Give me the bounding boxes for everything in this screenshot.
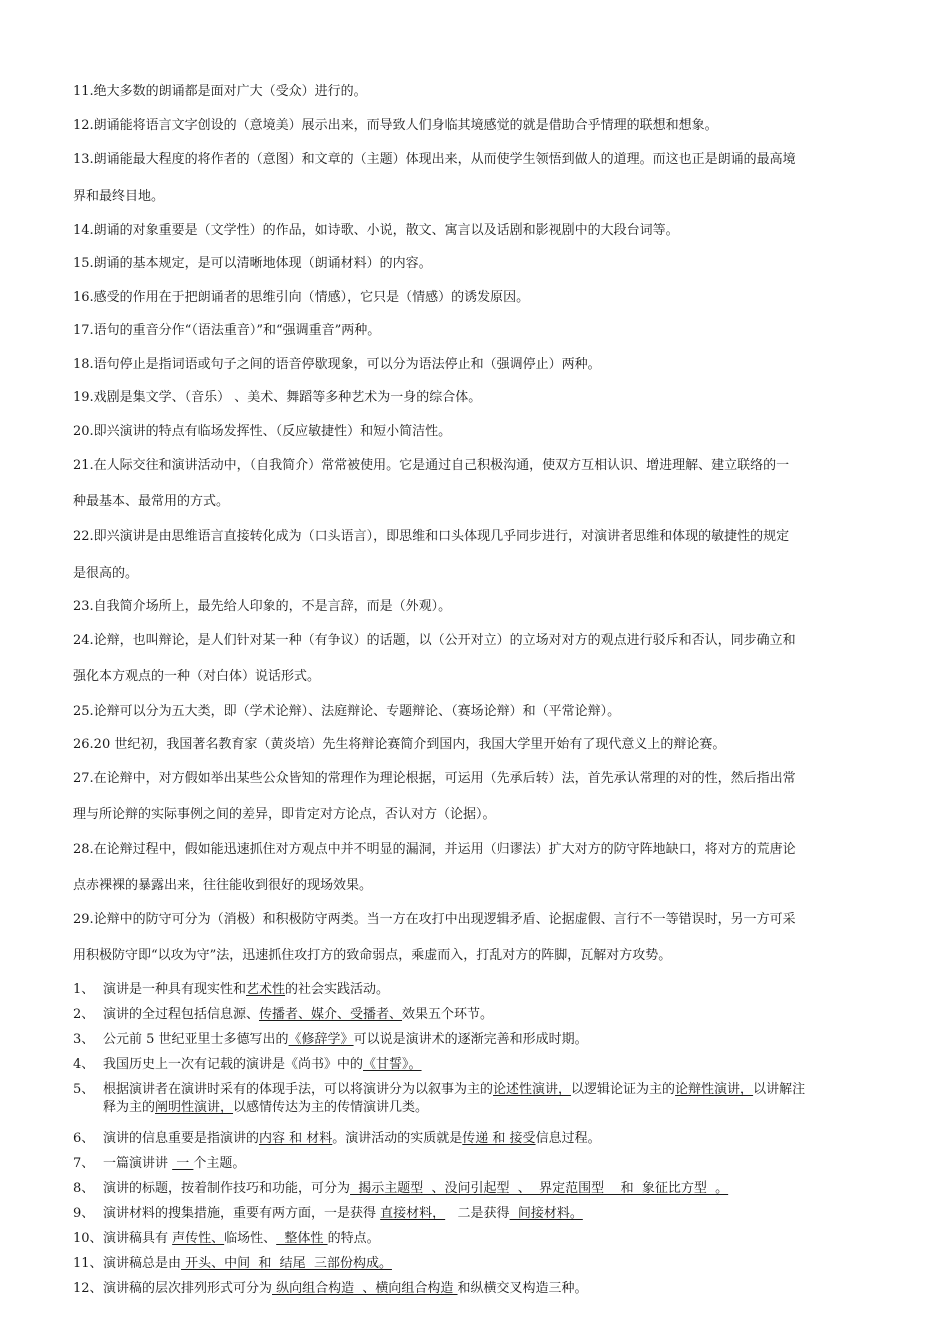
answer-underlined: 传递 和 接受 xyxy=(462,1131,536,1146)
answer-underlined: 开头、中间 和 结尾 三部份构成。 xyxy=(181,1256,392,1271)
list-text: 二是获得 xyxy=(445,1206,510,1221)
paragraph-text: 23.自我简介场所上，最先给人印象的，不是言辞，而是（外观）。 xyxy=(73,599,452,614)
paragraph-text: 界和最终目地。 xyxy=(73,189,165,204)
answer-underlined: 声传性、 xyxy=(172,1231,225,1246)
paragraph-20 xyxy=(73,423,878,441)
paragraph-text: 28.在论辩过程中，假如能迅速抓住对方观点中并不明显的漏洞，并运用（归谬法）扩大对方的防守阵地缺口，将对方的荒唐论 xyxy=(73,842,796,857)
paragraph-28-cont xyxy=(73,877,878,895)
paragraph-12 xyxy=(73,117,878,135)
list-text: 演讲的标题，按着制作技巧和功能，可分为 xyxy=(103,1181,351,1196)
paragraph-text: 种最基本、最常用的方式。 xyxy=(73,494,230,509)
list-text: 演讲稿的层次排列形式可分为 xyxy=(103,1281,273,1296)
paragraph-27 xyxy=(73,770,878,788)
list-item-9 xyxy=(73,1205,883,1223)
list-number: 12、 xyxy=(73,1281,103,1296)
answer-underlined: 揭示主题型 、没问引起型 、 界定范围型 和 象征比方型 。 xyxy=(350,1181,729,1196)
list-item-8 xyxy=(73,1180,883,1198)
paragraph-text: 21.在人际交往和演讲活动中，（自我简介）常常被使用。它是通过自己积极沟通，使双方互相认识、增进理解、建立联络的一 xyxy=(73,458,790,473)
list-item-11 xyxy=(73,1255,883,1273)
list-text: 个主题。 xyxy=(193,1156,246,1171)
list-item-2 xyxy=(73,1006,883,1024)
list-text: 信息过程。 xyxy=(535,1131,601,1146)
list-item-5-cont xyxy=(73,1099,883,1117)
list-text: 演讲稿总是由 xyxy=(103,1256,182,1271)
list-item-4 xyxy=(73,1056,883,1074)
list-number: 6、 xyxy=(73,1131,95,1146)
answer-underlined: 阐明性演讲， xyxy=(155,1100,234,1115)
list-text: 演讲的信息重要是指演讲的 xyxy=(103,1131,260,1146)
paragraph-text: 用积极防守即“以攻为守”法，迅速抓住攻打方的致命弱点，乘虚而入，打乱对方的阵脚，瓦解对方攻势。 xyxy=(73,948,672,963)
list-text: 公元前 5 世纪亚里士多德写出的 xyxy=(103,1032,289,1047)
paragraph-text: 点赤裸裸的暴露出来，往往能收到很好的现场效果。 xyxy=(73,878,373,893)
list-text: 可以说是演讲术的逐渐完善和形成时期。 xyxy=(353,1032,588,1047)
paragraph-21-cont xyxy=(73,493,878,511)
paragraph-text: 17.语句的重音分作“（语法重音）”和“强调重音”两种。 xyxy=(73,323,381,338)
list-number: 5、 xyxy=(73,1082,95,1097)
paragraph-text: 18.语句停止是指词语或句子之间的语音停歇现象，可以分为语法停止和（强调停止）两种。 xyxy=(73,357,601,372)
paragraph-16 xyxy=(73,289,878,307)
list-text: 。演讲活动的实质就是 xyxy=(332,1131,463,1146)
list-item-5 xyxy=(73,1081,883,1117)
list-text: 效果五个环节。 xyxy=(402,1007,494,1022)
list-text: 临场性、 xyxy=(224,1231,277,1246)
answer-underlined: 艺术性 xyxy=(246,982,286,997)
answer-underlined: 纵向组合构造 、横向组合构造 xyxy=(272,1281,458,1296)
answer-underlined: 传播者、媒介、受播者、 xyxy=(259,1007,403,1022)
list-item-1 xyxy=(73,981,883,999)
paragraph-text: 15.朗诵的基本规定，是可以清晰地体现（朗诵材料）的内容。 xyxy=(73,256,432,271)
list-number: 8、 xyxy=(73,1181,95,1196)
answer-underlined: 内容 和 材料 xyxy=(259,1131,333,1146)
list-number: 7、 xyxy=(73,1156,95,1171)
paragraph-25 xyxy=(73,703,878,721)
list-number: 10、 xyxy=(73,1231,103,1246)
list-text: 以逻辑论证为主的 xyxy=(571,1082,676,1097)
list-text: 和纵横交叉构造三种。 xyxy=(457,1281,588,1296)
list-text: 演讲是一种具有现实性和 xyxy=(103,982,247,997)
list-number: 9、 xyxy=(73,1206,95,1221)
list-item-7 xyxy=(73,1155,883,1173)
list-text: 的社会实践活动。 xyxy=(285,982,390,997)
list-text: 以讲解注 xyxy=(753,1082,806,1097)
paragraph-24-cont xyxy=(73,668,878,686)
paragraph-14 xyxy=(73,222,878,240)
list-text: 演讲稿具有 xyxy=(103,1231,173,1246)
paragraph-21 xyxy=(73,457,878,475)
answer-underlined: 一 xyxy=(172,1156,194,1171)
paragraph-26 xyxy=(73,736,878,754)
list-item-10 xyxy=(73,1230,883,1248)
paragraph-text: 理与所论辩的实际事例之间的差异，即肯定对方论点，否认对方（论据）。 xyxy=(73,807,496,822)
paragraph-28 xyxy=(73,841,878,859)
paragraph-text: 11.绝大多数的朗诵都是面对广大（受众）进行的。 xyxy=(73,84,367,99)
paragraph-text: 13.朗诵能最大程度的将作者的（意图）和文章的（主题）体现出来，从而使学生领悟到做人的道理。而这也正是朗诵的最高境 xyxy=(73,152,796,167)
paragraph-24 xyxy=(73,632,878,650)
list-number: 1、 xyxy=(73,982,95,997)
paragraph-text: 24.论辩，也叫辩论，是人们针对某一种（有争议）的话题，以（公开对立）的立场对对方的观点进行驳斥和否认，同步确立和 xyxy=(73,633,796,648)
list-item-12 xyxy=(73,1280,883,1298)
paragraph-text: 12.朗诵能将语言文字创设的（意境美）展示出来，而导致人们身临其境感觉的就是借助合乎情理的联想和想象。 xyxy=(73,118,718,133)
list-text: 演讲的全过程包括信息源、 xyxy=(103,1007,260,1022)
paragraph-text: 19.戏剧是集文学、（音乐） 、美术、舞蹈等多种艺术为一身的综合体。 xyxy=(73,390,482,405)
list-number: 2、 xyxy=(73,1007,95,1022)
paragraph-17 xyxy=(73,322,878,340)
answer-underlined: 《甘誓》。 xyxy=(363,1057,422,1072)
paragraph-text: 25.论辩可以分为五大类，即（学术论辩）、法庭辩论、专题辩论、（赛场论辩）和（平常论辩）。 xyxy=(73,704,621,719)
paragraph-text: 20.即兴演讲的特点有临场发挥性、（反应敏捷性）和短小简洁性。 xyxy=(73,424,452,439)
list-number: 3、 xyxy=(73,1032,95,1047)
paragraph-text: 16.感受的作用在于把朗诵者的思维引向（情感），它只是（情感）的诱发原因。 xyxy=(73,290,530,305)
list-text: 以感情传达为主的传情演讲几类。 xyxy=(233,1100,429,1115)
paragraph-13-cont xyxy=(73,188,878,206)
paragraph-13 xyxy=(73,151,878,169)
paragraph-27-cont xyxy=(73,806,878,824)
paragraph-19 xyxy=(73,389,878,407)
paragraph-11 xyxy=(73,83,878,101)
paragraph-29 xyxy=(73,911,878,929)
answer-underlined: 论辩性演讲， xyxy=(675,1082,754,1097)
answer-underlined: 直接材料， xyxy=(380,1206,446,1221)
answer-underlined: 整体性 xyxy=(276,1231,328,1246)
answer-underlined: 间接材料。 xyxy=(509,1206,583,1221)
list-item-6 xyxy=(73,1130,883,1148)
paragraph-text: 14.朗诵的对象重要是（文学性）的作品，如诗歌、小说，散文、寓言以及话剧和影视剧中的大段台词等。 xyxy=(73,223,679,238)
list-text: 一篇演讲讲 xyxy=(103,1156,173,1171)
list-text: 我国历史上一次有记载的演讲是《尚书》中的 xyxy=(103,1057,364,1072)
paragraph-23 xyxy=(73,598,878,616)
paragraph-18 xyxy=(73,356,878,374)
answer-underlined: 《修辞学》 xyxy=(288,1032,354,1047)
list-number: 11、 xyxy=(73,1256,103,1271)
list-text: 释为主的 xyxy=(103,1100,156,1115)
paragraph-22-cont xyxy=(73,565,878,583)
paragraph-29-cont xyxy=(73,947,878,965)
paragraph-15 xyxy=(73,255,878,273)
paragraph-text: 27.在论辩中，对方假如举出某些公众皆知的常理作为理论根据，可运用（先承后转）法，首先承认常理的对的性，然后指出常 xyxy=(73,771,796,786)
paragraph-text: 是很高的。 xyxy=(73,566,139,581)
paragraph-22 xyxy=(73,528,878,546)
answer-underlined: 论述性演讲， xyxy=(493,1082,572,1097)
list-number: 4、 xyxy=(73,1057,95,1072)
list-item-3 xyxy=(73,1031,883,1049)
paragraph-text: 29.论辩中的防守可分为（消极）和积极防守两类。当一方在攻打中出现逻辑矛盾、论据虚假、言行不一等错误时，另一方可采 xyxy=(73,912,796,927)
paragraph-text: 22.即兴演讲是由思维语言直接转化成为（口头语言），即思维和口头体现几乎同步进行，对演讲者思维和体现的敏捷性的规定 xyxy=(73,529,790,544)
list-text: 根据演讲者在演讲时采有的体现手法，可以将演讲分为以叙事为主的 xyxy=(103,1082,494,1097)
list-text: 的特点。 xyxy=(327,1231,380,1246)
paragraph-text: 26.20 世纪初，我国著名教育家（黄炎培）先生将辩论赛简介到国内，我国大学里开始有了现代意义上的辩论赛。 xyxy=(73,737,726,752)
paragraph-text: 强化本方观点的一种（对白体）说话形式。 xyxy=(73,669,321,684)
list-text: 演讲材料的搜集措施，重要有两方面，一是获得 xyxy=(103,1206,381,1221)
